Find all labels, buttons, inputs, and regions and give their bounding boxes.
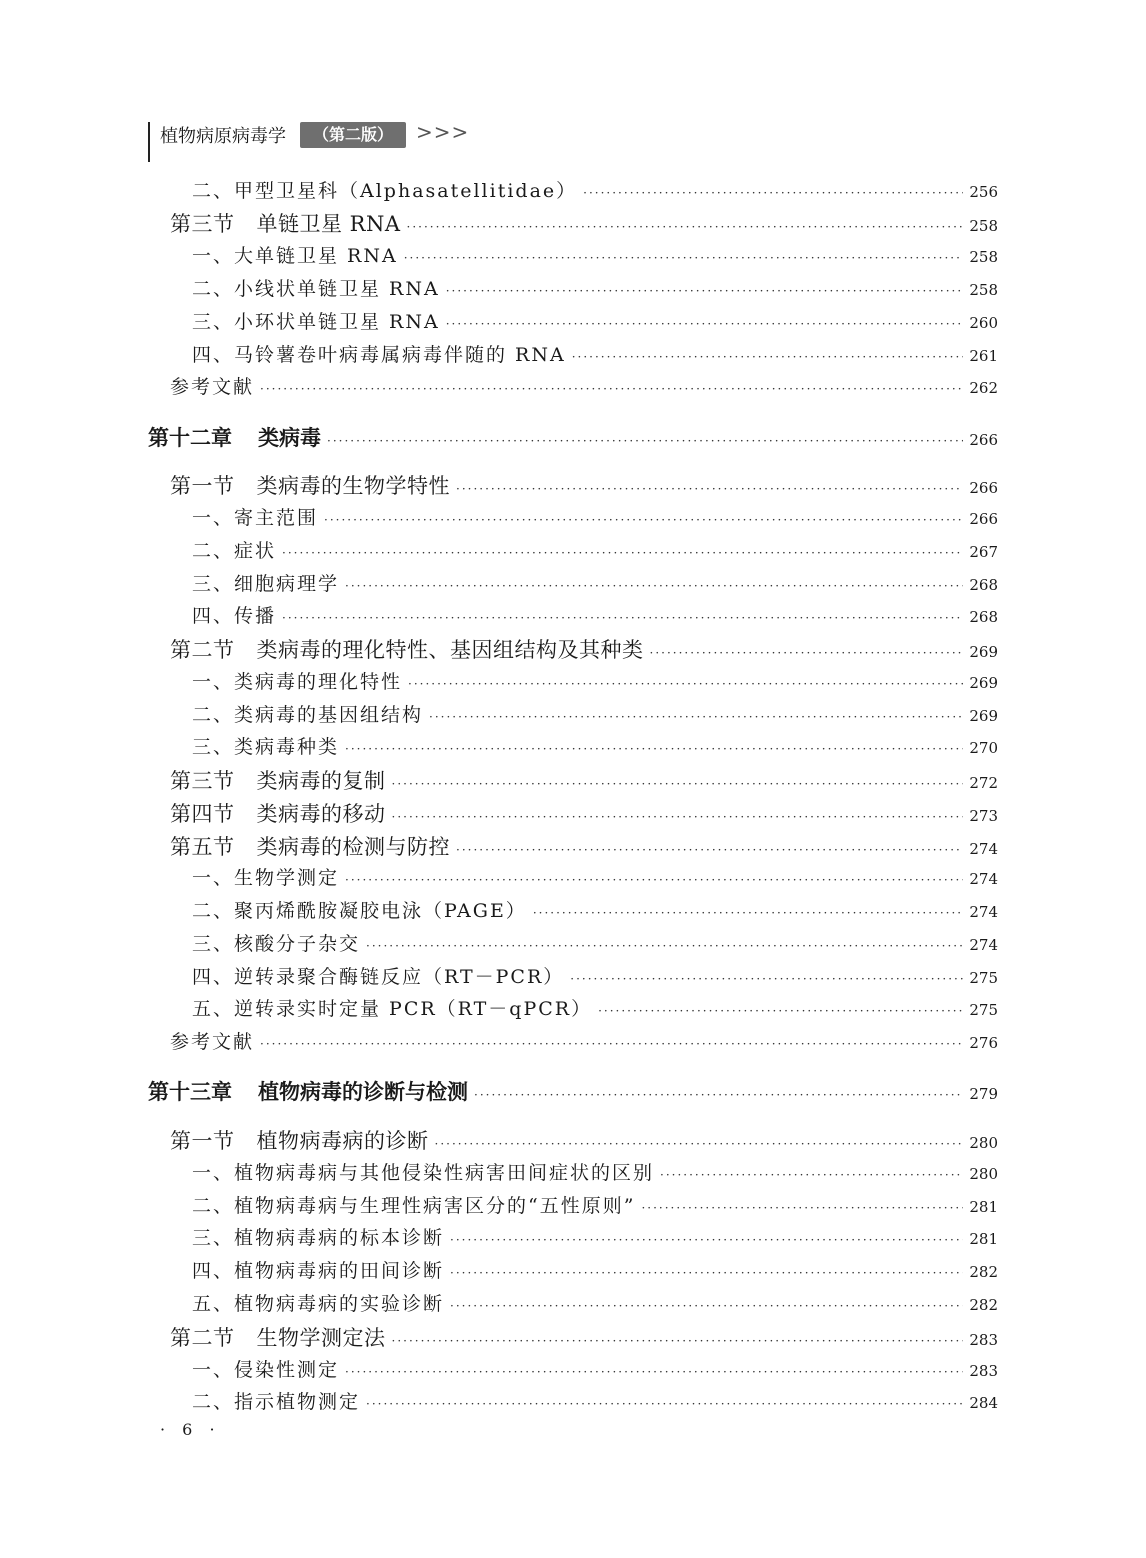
toc-subsection-entry[interactable] bbox=[192, 601, 998, 631]
toc-entry-title bbox=[170, 208, 401, 238]
toc-leader-dots bbox=[446, 317, 964, 331]
toc-entry-number: 第十二章 bbox=[148, 426, 232, 450]
toc-section-entry[interactable] bbox=[170, 634, 998, 664]
toc-subsection-entry[interactable] bbox=[192, 340, 998, 370]
toc-page-number: 284 bbox=[969, 1394, 998, 1412]
toc-subsection-entry[interactable] bbox=[192, 176, 998, 206]
toc-entry-text: 类病毒的理化特性、基因组结构及其种类 bbox=[256, 638, 644, 662]
toc-entry-title: 参考文献 bbox=[170, 1031, 255, 1053]
toc-entry-title: 三、类病毒种类 bbox=[192, 736, 340, 758]
toc-page-number: 261 bbox=[969, 347, 998, 365]
toc-page-number: 258 bbox=[969, 281, 998, 299]
toc-page-number: 282 bbox=[969, 1263, 998, 1281]
toc-page-number: 260 bbox=[969, 314, 998, 332]
header-arrows: >>> bbox=[416, 120, 470, 144]
toc-leader-dots bbox=[404, 251, 964, 265]
toc-leader-dots bbox=[572, 350, 964, 364]
toc-subsection-entry[interactable] bbox=[192, 241, 998, 271]
toc-page-number: 266 bbox=[969, 431, 998, 449]
toc-page-number: 262 bbox=[969, 379, 998, 397]
toc-page-number: 274 bbox=[969, 870, 998, 888]
toc-page-number: 280 bbox=[969, 1134, 998, 1152]
toc-page-number: 266 bbox=[969, 510, 998, 528]
toc-entry-text: 植物病毒病的诊断 bbox=[256, 1129, 429, 1153]
toc-leader-dots bbox=[598, 1004, 963, 1018]
toc-entry-title: 四、植物病毒病的田间诊断 bbox=[192, 1260, 445, 1282]
toc-references-entry[interactable] bbox=[170, 372, 998, 402]
toc-page-number: 275 bbox=[969, 969, 998, 987]
toc-page-number: 269 bbox=[969, 707, 998, 725]
toc-section-entry[interactable] bbox=[170, 1125, 998, 1155]
toc-page-number: 274 bbox=[969, 936, 998, 954]
toc-page-number: 258 bbox=[969, 217, 998, 235]
toc-entry-title: 二、甲型卫星科（Alphasatellitidae） bbox=[192, 180, 578, 202]
toc-leader-dots bbox=[641, 1201, 963, 1215]
toc-leader-dots bbox=[345, 742, 963, 756]
toc-leader-dots bbox=[450, 1299, 963, 1313]
toc-leader-dots bbox=[446, 284, 964, 298]
toc-page-number: 279 bbox=[969, 1085, 998, 1103]
toc-subsection-entry[interactable] bbox=[192, 1289, 998, 1319]
toc-chapter-entry[interactable] bbox=[148, 422, 998, 452]
toc-entry-title: 一、侵染性测定 bbox=[192, 1359, 340, 1381]
toc-leader-dots bbox=[450, 1266, 963, 1280]
toc-section-entry[interactable] bbox=[170, 765, 998, 795]
toc-leader-dots bbox=[282, 546, 963, 560]
toc-page-number: 256 bbox=[969, 183, 998, 201]
toc-page-number: 269 bbox=[969, 674, 998, 692]
toc-section-entry[interactable] bbox=[170, 831, 998, 861]
toc-leader-dots bbox=[324, 513, 963, 527]
page-number: · 6 · bbox=[160, 1420, 221, 1439]
toc-section-entry[interactable] bbox=[170, 470, 998, 500]
toc-entry-text: 类病毒的移动 bbox=[256, 802, 386, 826]
toc-entry-title: 三、核酸分子杂交 bbox=[192, 933, 361, 955]
toc-entry-title bbox=[148, 422, 321, 452]
toc-leader-dots bbox=[345, 873, 963, 887]
toc-leader-dots bbox=[429, 710, 963, 724]
toc-subsection-entry[interactable] bbox=[192, 1387, 998, 1417]
toc-leader-dots bbox=[392, 777, 964, 791]
toc-subsection-entry[interactable] bbox=[192, 1158, 998, 1188]
toc-entry-title: 参考文献 bbox=[170, 376, 255, 398]
toc-leader-dots bbox=[260, 1037, 963, 1051]
toc-entry-title: 五、植物病毒病的实验诊断 bbox=[192, 1293, 445, 1315]
toc-page-number: 266 bbox=[969, 479, 998, 497]
toc-leader-dots bbox=[533, 906, 964, 920]
toc-subsection-entry[interactable] bbox=[192, 896, 998, 926]
toc-section-entry[interactable] bbox=[170, 208, 998, 238]
toc-entry-text: 类病毒 bbox=[258, 426, 321, 450]
toc-entry-number: 第一节 bbox=[170, 474, 235, 498]
toc-entry-title: 五、逆转录实时定量 PCR（RT－qPCR） bbox=[192, 998, 593, 1020]
toc-page-number: 283 bbox=[969, 1362, 998, 1380]
toc-page-number: 274 bbox=[969, 840, 998, 858]
toc-subsection-entry[interactable] bbox=[192, 732, 998, 762]
toc-leader-dots bbox=[345, 579, 963, 593]
toc-page-number: 268 bbox=[969, 576, 998, 594]
toc-entry-text: 类病毒的生物学特性 bbox=[256, 474, 450, 498]
toc-subsection-entry[interactable] bbox=[192, 929, 998, 959]
toc-entry-title: 三、细胞病理学 bbox=[192, 573, 340, 595]
toc-leader-dots bbox=[408, 677, 963, 691]
toc-page-number: 281 bbox=[969, 1198, 998, 1216]
toc-subsection-entry[interactable] bbox=[192, 863, 998, 893]
toc-entry-title bbox=[170, 798, 386, 828]
toc-subsection-entry[interactable] bbox=[192, 1191, 998, 1221]
toc-page-number: 282 bbox=[969, 1296, 998, 1314]
toc-subsection-entry[interactable] bbox=[192, 536, 998, 566]
toc-entry-title bbox=[170, 831, 450, 861]
toc-subsection-entry[interactable] bbox=[192, 667, 998, 697]
toc-entry-title: 一、植物病毒病与其他侵染性病害田间症状的区别 bbox=[192, 1162, 655, 1184]
toc-leader-dots bbox=[392, 810, 964, 824]
toc-references-entry[interactable] bbox=[170, 1027, 998, 1057]
toc-subsection-entry[interactable] bbox=[192, 274, 998, 304]
toc-entry-number: 第二节 bbox=[170, 638, 235, 662]
toc-leader-dots bbox=[392, 1334, 964, 1348]
toc-entry-title: 四、逆转录聚合酶链反应（RT－PCR） bbox=[192, 966, 565, 988]
toc-leader-dots bbox=[407, 220, 964, 234]
toc-subsection-entry[interactable] bbox=[192, 1223, 998, 1253]
toc-entry-title: 三、小环状单链卫星 RNA bbox=[192, 311, 440, 333]
toc-subsection-entry[interactable] bbox=[192, 503, 998, 533]
toc-subsection-entry[interactable] bbox=[192, 1355, 998, 1385]
toc-entry-title: 一、大单链卫星 RNA bbox=[192, 245, 398, 267]
toc-subsection-entry[interactable] bbox=[192, 307, 998, 337]
toc-entry-title bbox=[170, 765, 386, 795]
toc-page-number: 274 bbox=[969, 903, 998, 921]
toc-leader-dots bbox=[345, 1365, 963, 1379]
toc-page-number: 281 bbox=[969, 1230, 998, 1248]
toc-entry-title: 二、类病毒的基因组结构 bbox=[192, 704, 424, 726]
toc-entry-title: 二、指示植物测定 bbox=[192, 1391, 361, 1413]
toc-entry-title: 四、马铃薯卷叶病毒属病毒伴随的 RNA bbox=[192, 344, 566, 366]
toc-subsection-entry[interactable] bbox=[192, 994, 998, 1024]
toc-page-number: 269 bbox=[969, 643, 998, 661]
toc-page-number: 273 bbox=[969, 807, 998, 825]
toc-leader-dots bbox=[456, 843, 963, 857]
toc-entry-number: 第十三章 bbox=[148, 1080, 232, 1104]
toc-entry-title bbox=[170, 634, 644, 664]
toc-entry-text: 生物学测定法 bbox=[256, 1326, 386, 1350]
header-rule bbox=[148, 122, 150, 162]
toc-page-number: 275 bbox=[969, 1001, 998, 1019]
toc-entry-title: 一、生物学测定 bbox=[192, 867, 340, 889]
toc-page-number: 268 bbox=[969, 608, 998, 626]
toc-leader-dots bbox=[456, 482, 963, 496]
toc-entry-title: 二、植物病毒病与生理性病害区分的“五性原则” bbox=[192, 1195, 636, 1217]
toc-entry-number: 第五节 bbox=[170, 835, 235, 859]
toc-entry-title: 二、症状 bbox=[192, 540, 277, 562]
edition-badge: （第二版） bbox=[300, 122, 406, 148]
toc-leader-dots bbox=[366, 939, 963, 953]
toc-leader-dots bbox=[583, 186, 963, 200]
toc-section-entry[interactable] bbox=[170, 1322, 998, 1352]
toc-leader-dots bbox=[282, 611, 963, 625]
toc-entry-title bbox=[170, 1322, 386, 1352]
toc-page-number: 276 bbox=[969, 1034, 998, 1052]
toc-subsection-entry[interactable] bbox=[192, 700, 998, 730]
toc-page-number: 267 bbox=[969, 543, 998, 561]
toc-subsection-entry[interactable] bbox=[192, 569, 998, 599]
toc-entry-number: 第四节 bbox=[170, 802, 235, 826]
toc-entry-title: 一、寄主范围 bbox=[192, 507, 319, 529]
toc-leader-dots bbox=[450, 1233, 963, 1247]
toc-entry-title: 四、传播 bbox=[192, 605, 277, 627]
toc-leader-dots bbox=[570, 972, 963, 986]
toc-chapter-entry[interactable] bbox=[148, 1076, 998, 1106]
toc-page-number: 283 bbox=[969, 1331, 998, 1349]
toc-page-number: 270 bbox=[969, 739, 998, 757]
toc-entry-title: 二、聚丙烯酰胺凝胶电泳（PAGE） bbox=[192, 900, 527, 922]
toc-subsection-entry[interactable] bbox=[192, 1256, 998, 1286]
toc-entry-number: 第一节 bbox=[170, 1129, 235, 1153]
toc-leader-dots bbox=[474, 1088, 963, 1102]
toc-entry-title: 三、植物病毒病的标本诊断 bbox=[192, 1227, 445, 1249]
toc-leader-dots bbox=[435, 1137, 964, 1151]
toc-entry-number: 第二节 bbox=[170, 1326, 235, 1350]
toc-entry-title: 一、类病毒的理化特性 bbox=[192, 671, 403, 693]
toc-entry-number: 第三节 bbox=[170, 212, 235, 236]
toc-entry-text: 植物病毒的诊断与检测 bbox=[258, 1080, 468, 1104]
toc-entry-number: 第三节 bbox=[170, 769, 235, 793]
toc-entry-title bbox=[170, 1125, 429, 1155]
toc-page-number: 258 bbox=[969, 248, 998, 266]
toc-subsection-entry[interactable] bbox=[192, 962, 998, 992]
toc-leader-dots bbox=[260, 382, 963, 396]
toc-leader-dots bbox=[327, 434, 963, 448]
toc-entry-title bbox=[170, 470, 450, 500]
toc-page-number: 280 bbox=[969, 1165, 998, 1183]
toc-entry-title bbox=[148, 1076, 468, 1106]
toc-leader-dots bbox=[660, 1168, 963, 1182]
toc-entry-text: 单链卫星 RNA bbox=[256, 212, 401, 236]
toc-entry-text: 类病毒的复制 bbox=[256, 769, 386, 793]
toc-entry-title: 二、小线状单链卫星 RNA bbox=[192, 278, 440, 300]
toc-leader-dots bbox=[650, 646, 964, 660]
toc-leader-dots bbox=[366, 1397, 963, 1411]
toc-section-entry[interactable] bbox=[170, 798, 998, 828]
toc-page-number: 272 bbox=[969, 774, 998, 792]
book-title: 植物病原病毒学 bbox=[160, 126, 286, 147]
toc-entry-text: 类病毒的检测与防控 bbox=[256, 835, 450, 859]
